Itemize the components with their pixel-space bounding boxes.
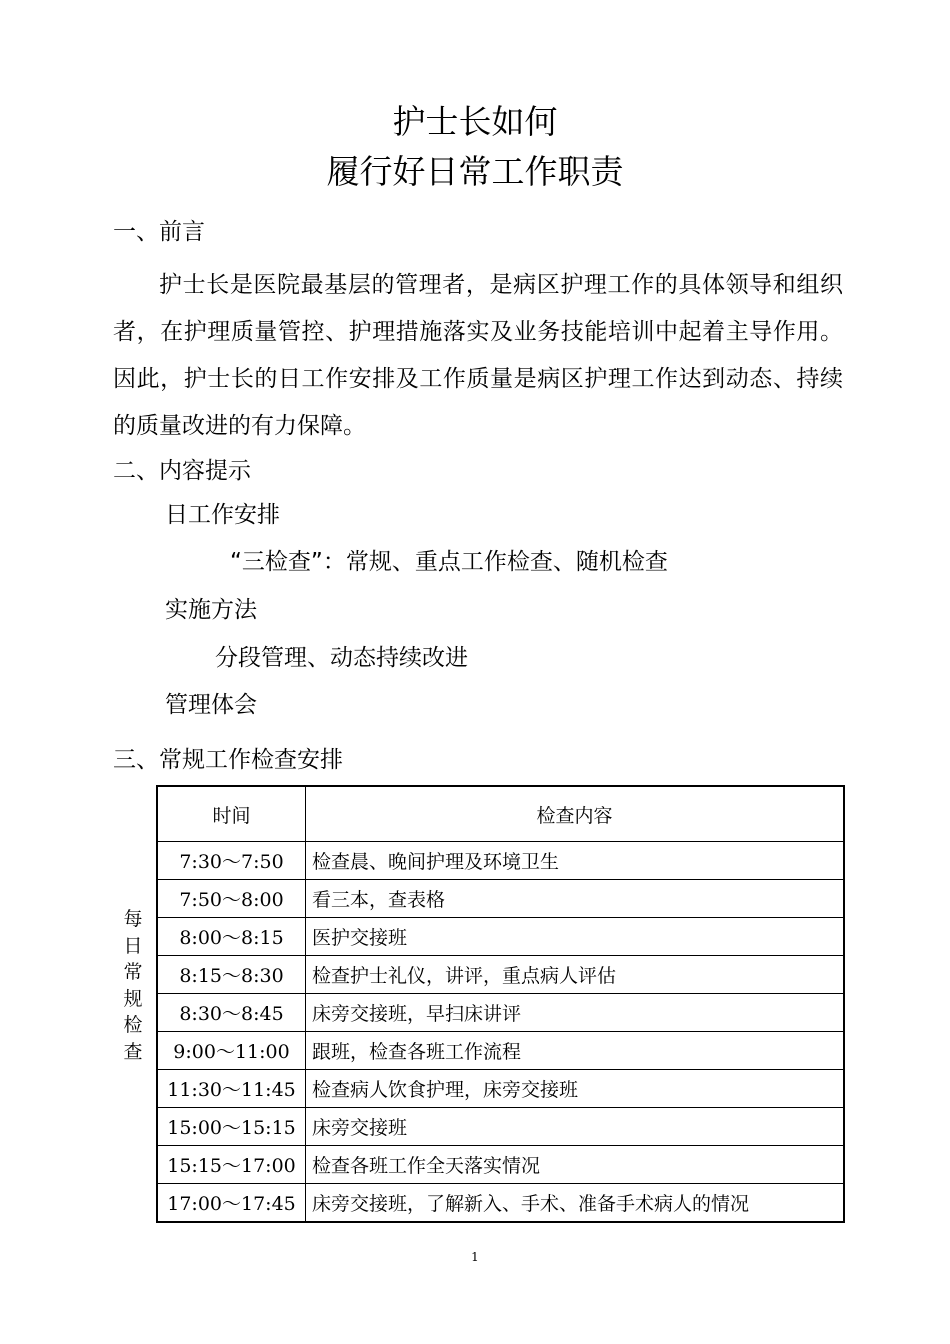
row-time: 9:00～11:00 xyxy=(157,1032,306,1070)
row-content: 床旁交接班，早扫床讲评 xyxy=(306,994,845,1032)
content-item-three-checks: “三检查”：常规、重点工作检查、随机检查 xyxy=(230,549,668,575)
table-row xyxy=(157,1184,844,1223)
content-item-experience: 管理体会 xyxy=(165,692,257,718)
section2-heading: 二、内容提示 xyxy=(113,458,251,484)
table-row xyxy=(157,956,844,994)
section3-heading: 三、常规工作检查安排 xyxy=(113,747,343,773)
row-content: 床旁交接班 xyxy=(306,1108,845,1146)
content-item-daily-schedule: 日工作安排 xyxy=(165,502,280,528)
page-number: 1 xyxy=(471,1250,479,1264)
side-label-daily-check xyxy=(120,906,146,1065)
row-time: 17:00～17:45 xyxy=(157,1184,306,1223)
row-content: 床旁交接班，了解新入、手术、准备手术病人的情况 xyxy=(306,1184,845,1223)
side-label-char: 日 xyxy=(123,934,143,957)
row-content: 医护交接班 xyxy=(306,918,845,956)
side-label-char: 规 xyxy=(123,987,143,1010)
row-time: 11:30～11:45 xyxy=(157,1070,306,1108)
row-time: 8:15～8:30 xyxy=(157,956,306,994)
document-title-line1: 护士长如何 xyxy=(392,102,558,141)
side-label-char: 每 xyxy=(123,908,143,930)
row-content: 检查病人饮食护理，床旁交接班 xyxy=(306,1070,845,1108)
table-row xyxy=(157,994,844,1032)
table-row xyxy=(157,880,844,918)
table-row xyxy=(157,1070,844,1108)
side-label-char: 查 xyxy=(123,1040,143,1063)
row-time: 8:30～8:45 xyxy=(157,994,306,1032)
row-content: 检查各班工作全天落实情况 xyxy=(306,1146,845,1184)
table-row xyxy=(157,1146,844,1184)
row-time: 7:30～7:50 xyxy=(157,842,306,880)
section1-heading: 一、前言 xyxy=(113,219,205,245)
section1-paragraph: 护士长是医院最基层的管理者，是病区护理工作的具体领导和组织者，在护理质量管控、护理措施落实及业务技能培训中起着主导作用。因此，护士长的日工作安排及工作质量是病区护理工作达到动态、持续的质量改进的有力保障。 xyxy=(113,272,843,439)
row-time: 15:15～17:00 xyxy=(157,1146,306,1184)
row-time: 15:00～15:15 xyxy=(157,1108,306,1146)
row-content: 跟班，检查各班工作流程 xyxy=(306,1032,845,1070)
table-row xyxy=(157,918,844,956)
document-title-line2: 履行好日常工作职责 xyxy=(326,152,624,191)
row-content: 检查护士礼仪，讲评，重点病人评估 xyxy=(306,956,845,994)
header-content: 检查内容 xyxy=(306,786,845,842)
content-item-method: 实施方法 xyxy=(165,597,257,623)
table-row xyxy=(157,1108,844,1146)
row-content: 检查晨、晚间护理及环境卫生 xyxy=(306,842,845,880)
schedule-table xyxy=(156,785,845,1223)
row-content: 看三本，查表格 xyxy=(306,880,845,918)
row-time: 7:50～8:00 xyxy=(157,880,306,918)
content-item-method-detail: 分段管理、动态持续改进 xyxy=(215,645,468,671)
row-time: 8:00～8:15 xyxy=(157,918,306,956)
side-label-char: 检 xyxy=(123,1014,143,1036)
header-time: 时间 xyxy=(157,786,306,842)
side-label-char: 常 xyxy=(123,961,143,983)
table-header-row xyxy=(157,786,844,842)
table-row xyxy=(157,1032,844,1070)
table-row xyxy=(157,842,844,880)
